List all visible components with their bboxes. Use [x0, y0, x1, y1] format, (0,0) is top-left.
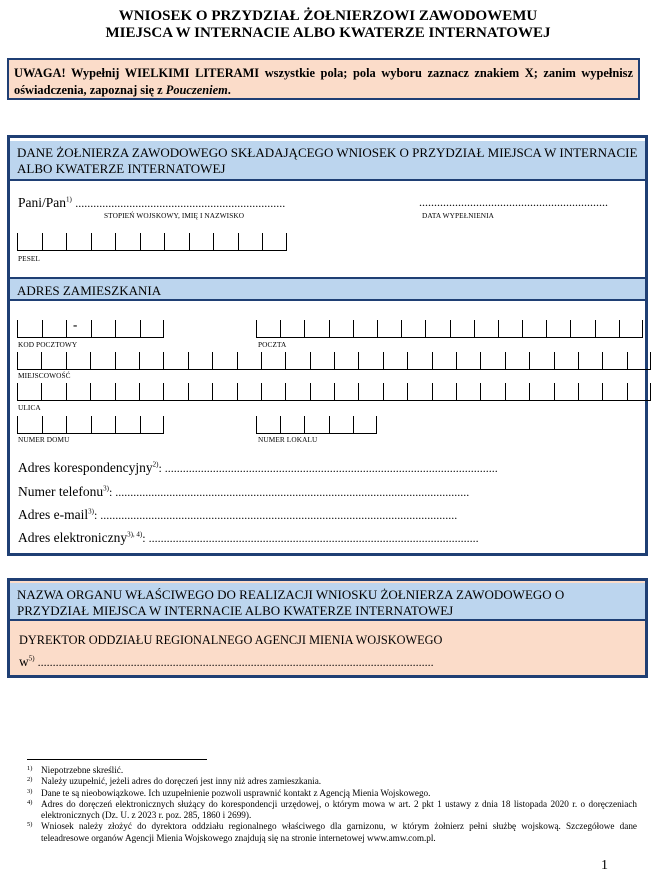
char-box[interactable]: [505, 383, 529, 401]
char-box[interactable]: [91, 233, 116, 251]
char-box[interactable]: [285, 383, 309, 401]
footnote-text: Dane te są nieobowiązkowe. Ich uzupełnienie pozwoli usprawnić kontakt z Agencją Mienia Wojskowego.: [41, 787, 431, 798]
house-number-boxes[interactable]: [17, 416, 164, 434]
street-label: ULICA: [18, 403, 41, 412]
char-box[interactable]: [456, 383, 480, 401]
char-box[interactable]: [474, 320, 498, 338]
char-box[interactable]: [546, 320, 570, 338]
warning-emphasis: Pouczeniem: [165, 83, 228, 97]
footnotes: [27, 765, 637, 844]
postal-code-boxes[interactable]: [17, 320, 164, 338]
char-box[interactable]: [280, 416, 304, 434]
char-box[interactable]: [115, 352, 139, 370]
applicant-section: [7, 135, 648, 556]
correspondence-label: Adres korespondencyjny: [18, 460, 153, 475]
edelivery-footnote: 3), 4): [127, 530, 143, 539]
char-box[interactable]: [554, 383, 578, 401]
char-box[interactable]: [256, 320, 280, 338]
w-footnote: 5): [28, 654, 35, 663]
name-dots: ......................................................................: [75, 196, 286, 210]
phone-footnote: 3): [103, 484, 109, 493]
char-box[interactable]: [505, 352, 529, 370]
pesel-label: PESEL: [18, 254, 40, 263]
char-box[interactable]: [115, 383, 139, 401]
pani-pan-footnote: 1): [66, 195, 72, 204]
char-box[interactable]: [578, 352, 602, 370]
char-box[interactable]: [627, 383, 651, 401]
char-box[interactable]: [42, 233, 67, 251]
address-section-header: ADRES ZAMIESZKANIA: [10, 277, 645, 301]
w-dots: ....................................................................................................................................: [34, 655, 434, 669]
name-field[interactable]: [18, 195, 285, 211]
page-number: 1: [601, 858, 608, 873]
char-box[interactable]: [383, 383, 407, 401]
street-boxes[interactable]: [17, 383, 651, 401]
char-box[interactable]: [383, 352, 407, 370]
char-box[interactable]: [570, 320, 594, 338]
pani-pan-label: Pani/Pan: [18, 195, 67, 210]
authority-section-header: NAZWA ORGANU WŁAŚCIWEGO DO REALIZACJI WNIOSKU ŻOŁNIERZA ZAWODOWEGO O PRZYDZIAŁ MIEJSCA W INTERNACIE ALBO KWATERZE INTERNATOWEJ: [10, 583, 645, 621]
post-office-label: POCZTA: [258, 340, 287, 349]
char-box[interactable]: [17, 383, 41, 401]
phone-label: Numer telefonu: [18, 484, 104, 499]
document-title: [0, 8, 656, 42]
char-box[interactable]: [261, 352, 285, 370]
email-label: Adres e-mail: [18, 507, 89, 522]
postal-code-label: KOD POCZTOWY: [18, 340, 78, 349]
char-box[interactable]: [285, 352, 309, 370]
char-box[interactable]: [213, 233, 238, 251]
char-box[interactable]: [115, 320, 140, 338]
flat-number-label: NUMER LOKALU: [258, 435, 318, 444]
char-box[interactable]: [42, 320, 67, 338]
char-box[interactable]: [456, 352, 480, 370]
char-box[interactable]: [529, 383, 553, 401]
char-box[interactable]: [407, 352, 431, 370]
footnote-text: Adres do doręczeń elektronicznych służący do korespondencji urzędowej, o którym mowa w art. 2 pkt 1 ustawy z dnia 18 listopada 2020 r. o doręczeniach elektronicznych (Dz. U. z 2023 r. poz. 285, 1860 i 2699).: [41, 798, 637, 821]
char-box[interactable]: [619, 320, 643, 338]
char-box[interactable]: [450, 320, 474, 338]
char-box[interactable]: [334, 352, 358, 370]
correspondence-address-field[interactable]: [18, 460, 498, 476]
char-box[interactable]: [188, 383, 212, 401]
footnote-mark: 4): [27, 798, 33, 806]
footnote-item: [27, 799, 637, 822]
correspondence-dots: : ...............................................................................................................: [158, 461, 498, 475]
char-box[interactable]: [310, 352, 334, 370]
char-box[interactable]: [522, 320, 546, 338]
char-box[interactable]: [163, 352, 187, 370]
title-line-1: WNIOSEK O PRZYDZIAŁ ŻOŁNIERZOWI ZAWODOWEMU: [118, 8, 538, 24]
char-box[interactable]: [358, 352, 382, 370]
char-box[interactable]: [188, 352, 212, 370]
char-box[interactable]: [480, 352, 504, 370]
city-boxes[interactable]: [17, 352, 651, 370]
footnote-mark: 5): [27, 821, 33, 829]
rank-name-label: STOPIEŃ WOJSKOWY, IMIĘ I NAZWISKO: [104, 211, 245, 220]
warning-text: UWAGA! Wypełnij WIELKIMI LITERAMI wszystkie pola; pola wyboru zaznacz znakiem X; zanim wypełnisz oświadczenia, zapoznaj się z: [14, 66, 633, 97]
flat-number-boxes[interactable]: [256, 416, 377, 434]
char-box[interactable]: [17, 352, 41, 370]
char-box[interactable]: [91, 416, 116, 434]
footnote-item: [27, 776, 637, 787]
email-footnote: 3): [88, 507, 94, 516]
char-box[interactable]: [329, 416, 353, 434]
char-box[interactable]: [432, 352, 456, 370]
char-box[interactable]: [91, 320, 116, 338]
correspondence-footnote: 2): [152, 460, 159, 469]
char-box[interactable]: [353, 320, 377, 338]
footnote-text: Należy uzupełnić, jeżeli adres do doręczeń jest inny niż adres zamieszkania.: [41, 776, 322, 787]
char-box[interactable]: [304, 320, 328, 338]
city-label: MIEJSCOWOŚĆ: [18, 371, 71, 380]
char-box[interactable]: [262, 233, 287, 251]
char-box[interactable]: [627, 352, 651, 370]
char-box[interactable]: [66, 352, 90, 370]
char-box[interactable]: [164, 233, 189, 251]
footnote-item: [27, 788, 637, 799]
w-label: w: [19, 654, 29, 669]
char-box[interactable]: [140, 233, 165, 251]
char-box[interactable]: [529, 352, 553, 370]
post-office-boxes[interactable]: [256, 320, 643, 338]
char-box[interactable]: [66, 233, 91, 251]
email-dots: : .......................................................................................................................: [93, 508, 458, 522]
char-box[interactable]: [42, 416, 67, 434]
char-box[interactable]: [498, 320, 522, 338]
char-box[interactable]: [358, 383, 382, 401]
char-box[interactable]: [66, 320, 91, 338]
char-box[interactable]: [377, 320, 401, 338]
footnote-separator: [27, 759, 207, 760]
char-box[interactable]: [401, 320, 425, 338]
house-number-label: NUMER DOMU: [18, 435, 70, 444]
char-box[interactable]: [310, 383, 334, 401]
footnote-item: [27, 821, 637, 844]
edelivery-address-field[interactable]: [18, 530, 479, 546]
footnote-text: Wniosek należy złożyć do dyrektora oddziału regionalnego właściwego dla garnizonu, w którym żołnierz pełni służbę wojskową. Szczegółowe dane teleadresowe organów Agencji Mienia Wojskowego znajdują się na stronie internetowej www.amw.com.pl.: [41, 821, 637, 843]
char-box[interactable]: [602, 352, 626, 370]
char-box[interactable]: [41, 383, 65, 401]
char-box[interactable]: [189, 233, 214, 251]
char-box[interactable]: [212, 383, 236, 401]
edelivery-dots: : ..............................................................................................................: [142, 531, 479, 545]
char-box[interactable]: [480, 383, 504, 401]
char-box[interactable]: [66, 383, 90, 401]
footnote-item: [27, 765, 637, 776]
char-box[interactable]: [90, 383, 114, 401]
edelivery-label: Adres elektroniczny: [18, 530, 128, 545]
authority-name: DYREKTOR ODDZIAŁU REGIONALNEGO AGENCJI MIENIA WOJSKOWEGO: [19, 633, 443, 647]
char-box[interactable]: [425, 320, 449, 338]
char-box[interactable]: [237, 352, 261, 370]
char-box[interactable]: [17, 233, 42, 251]
phone-field[interactable]: [18, 484, 469, 500]
authority-location-field[interactable]: [19, 654, 434, 670]
char-box[interactable]: [256, 416, 280, 434]
char-box[interactable]: [329, 320, 353, 338]
title-line-2: MIEJSCA W INTERNACIE ALBO KWATERZE INTERNATOWEJ: [105, 25, 551, 41]
char-box[interactable]: [280, 320, 304, 338]
char-box[interactable]: [237, 383, 261, 401]
char-box[interactable]: [595, 320, 619, 338]
char-box[interactable]: [554, 352, 578, 370]
date-field[interactable]: ...............................................................: [419, 195, 608, 209]
warning-end: .: [227, 83, 231, 97]
footnote-mark: 3): [27, 787, 33, 795]
email-field[interactable]: [18, 507, 457, 523]
postal-dash: -: [73, 317, 78, 332]
char-box[interactable]: [139, 383, 163, 401]
pesel-boxes[interactable]: [17, 233, 287, 251]
char-box[interactable]: [115, 416, 140, 434]
char-box[interactable]: [407, 383, 431, 401]
char-box[interactable]: [602, 383, 626, 401]
applicant-section-header: DANE ŻOŁNIERZA ZAWODOWEGO SKŁADAJĄCEGO WNIOSEK O PRZYDZIAŁ MIEJSCA W INTERNACIE ALBO KWATERZE INTERNATOWEJ: [10, 141, 645, 181]
char-box[interactable]: [163, 383, 187, 401]
char-box[interactable]: [578, 383, 602, 401]
char-box[interactable]: [140, 416, 165, 434]
char-box[interactable]: [212, 352, 236, 370]
char-box[interactable]: [304, 416, 328, 434]
char-box[interactable]: [17, 416, 42, 434]
char-box[interactable]: [140, 320, 165, 338]
char-box[interactable]: [17, 320, 42, 338]
authority-section: [7, 578, 648, 678]
footnote-text: Niepotrzebne skreślić.: [41, 765, 124, 775]
char-box[interactable]: [41, 352, 65, 370]
date-label: DATA WYPEŁNIENIA: [422, 211, 495, 220]
char-box[interactable]: [139, 352, 163, 370]
char-box[interactable]: [238, 233, 263, 251]
footnote-mark: 2): [27, 776, 33, 784]
footnote-mark: 1): [27, 765, 33, 772]
char-box[interactable]: [353, 416, 377, 434]
warning-box: [7, 58, 640, 100]
char-box[interactable]: [432, 383, 456, 401]
phone-dots: : ......................................................................................................................: [108, 485, 470, 499]
char-box[interactable]: [115, 233, 140, 251]
char-box[interactable]: [66, 416, 91, 434]
char-box[interactable]: [261, 383, 285, 401]
char-box[interactable]: [334, 383, 358, 401]
char-box[interactable]: [90, 352, 114, 370]
